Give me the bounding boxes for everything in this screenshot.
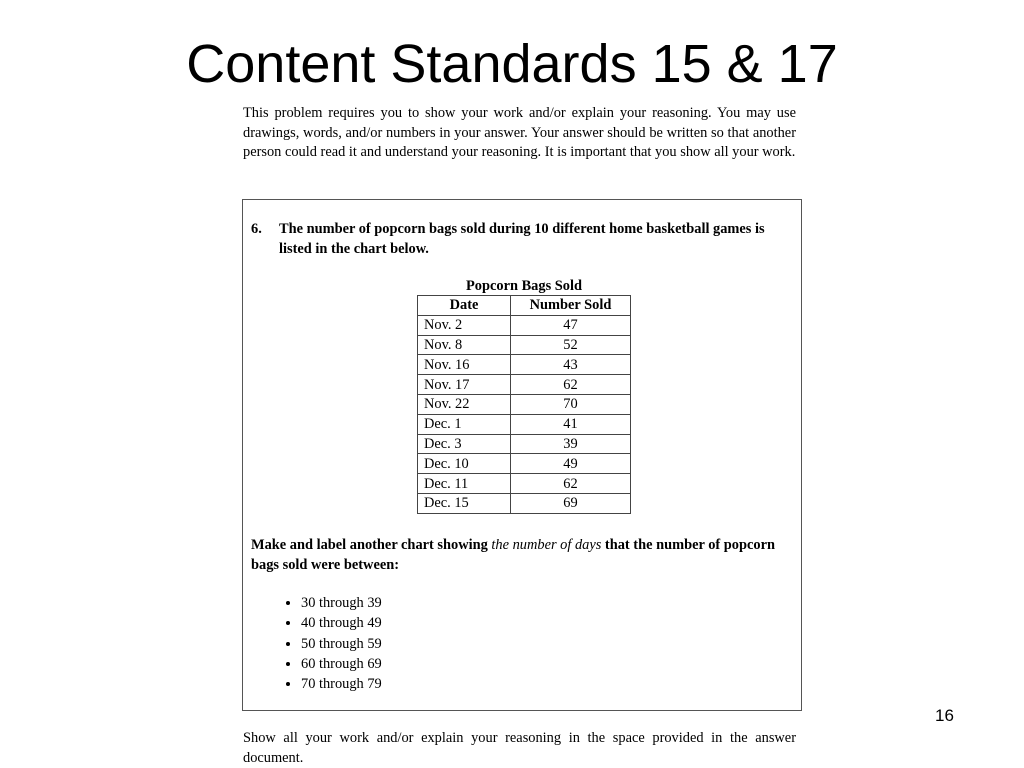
intro-paragraph: This problem requires you to show your work and/or explain your reasoning. You may use drawings, words, and/or numbers in your answer. Your answer should be written so that another person could read it and understand your reasoning. It is important that you show all your work. [243, 105, 796, 160]
table-cell-sold: 70 [511, 394, 631, 414]
range-item: • 60 through 69 [301, 654, 382, 674]
instruction-text-end: that the number of popcorn bags sold were between: [251, 537, 775, 573]
table-cell-date: Dec. 3 [418, 434, 511, 454]
table-row [418, 493, 631, 513]
range-item: • 50 through 59 [301, 634, 382, 654]
table-cell-date: Nov. 17 [418, 375, 511, 395]
table-cell-sold: 41 [511, 414, 631, 434]
table-cell-date: Nov. 16 [418, 355, 511, 375]
slide-title: Content Standards 15 & 17 [186, 34, 838, 94]
table-cell-sold: 39 [511, 434, 631, 454]
table-header-row [418, 296, 631, 316]
problem-box [242, 199, 802, 711]
table-cell-sold: 69 [511, 493, 631, 513]
table-row [418, 375, 631, 395]
table-row [418, 394, 631, 414]
table-row [418, 454, 631, 474]
table-cell-date: Nov. 8 [418, 335, 511, 355]
table-cell-date: Nov. 22 [418, 394, 511, 414]
table-cell-sold: 49 [511, 454, 631, 474]
table-row [418, 315, 631, 335]
table-cell-date: Dec. 11 [418, 474, 511, 494]
table-cell-date: Dec. 1 [418, 414, 511, 434]
table-cell-date: Dec. 10 [418, 454, 511, 474]
range-item: • 40 through 49 [301, 613, 382, 633]
range-item: • 70 through 79 [301, 674, 382, 694]
instruction-text [251, 535, 791, 575]
table-row [418, 335, 631, 355]
table-cell-sold: 43 [511, 355, 631, 375]
table-row [418, 434, 631, 454]
popcorn-sales-table [417, 295, 631, 514]
table-cell-date: Nov. 2 [418, 315, 511, 335]
instruction-text-start: Make and label another chart showing [251, 537, 492, 553]
table-row [418, 474, 631, 494]
table-cell-sold: 62 [511, 474, 631, 494]
table-row [418, 414, 631, 434]
column-header-number-sold: Number Sold [511, 296, 631, 316]
question-number: 6. [251, 221, 262, 237]
slide-number: 16 [935, 706, 954, 725]
range-item: • 30 through 39 [301, 593, 382, 613]
question-text: The number of popcorn bags sold during 10 different home basketball games is listed in the chart below. [279, 221, 765, 257]
column-header-date: Date [418, 296, 511, 316]
footer-instruction: Show all your work and/or explain your reasoning in the space provided in the answer document. [243, 730, 796, 766]
table-row [418, 355, 631, 375]
instruction-emphasis: the number of days [491, 537, 602, 553]
range-list [271, 593, 382, 694]
table-cell-date: Dec. 15 [418, 493, 511, 513]
table-cell-sold: 47 [511, 315, 631, 335]
table-cell-sold: 52 [511, 335, 631, 355]
table-caption: Popcorn Bags Sold [466, 278, 582, 294]
table-cell-sold: 62 [511, 375, 631, 395]
